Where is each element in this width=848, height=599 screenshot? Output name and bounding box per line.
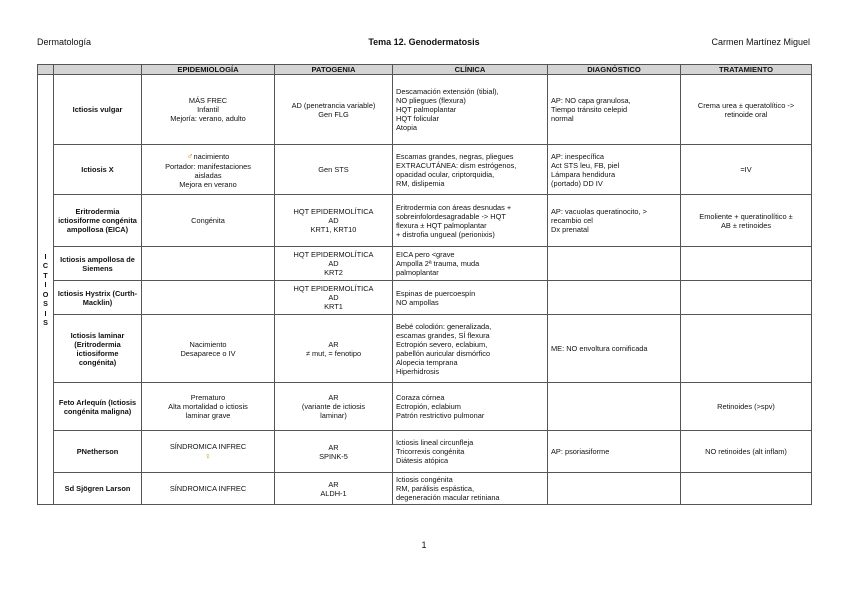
table-row — [38, 247, 812, 281]
cell-line: flexura ± HQT palmoplantar — [396, 220, 487, 230]
diagnostico-cell — [548, 383, 681, 431]
clinica-cell — [393, 145, 548, 195]
cell-line: SÍNDROMICA INFREC — [169, 441, 247, 451]
cell-line: (variante de ictiosis — [301, 402, 366, 412]
epidemiologia-cell — [142, 473, 275, 505]
diagnostico-cell — [548, 281, 681, 315]
diagnostico-cell — [548, 315, 681, 383]
cell-line: Espinas de puercoespín — [396, 288, 476, 298]
tratamiento-cell — [681, 431, 812, 473]
cell-line: AP: vacuolas queratinocito, > — [551, 207, 647, 217]
cell-line: Tiempo tránsito celepid — [551, 105, 628, 115]
cell-line: =IV — [740, 165, 752, 175]
cell-line: Ictiosis congénita — [396, 475, 453, 485]
clinica-cell — [393, 281, 548, 315]
cell-line: Portador: manifestaciones — [165, 161, 251, 171]
diagnostico-cell — [548, 195, 681, 247]
clinica-cell — [393, 473, 548, 505]
disease-name: PNetherson — [54, 431, 142, 473]
cell-line: degeneración macular retiniana — [396, 493, 500, 503]
cell-line: EICA pero <grave — [396, 250, 455, 260]
patogenia-cell — [275, 281, 393, 315]
cell-line: Prematuro — [190, 393, 226, 403]
cell-line: laminar grave — [185, 411, 231, 421]
cell-line: palmoplantar — [396, 268, 439, 278]
col-header-clinica: CLÍNICA — [393, 65, 548, 75]
cell-line: Congénita — [191, 216, 225, 226]
patogenia-cell — [275, 75, 393, 145]
cell-line: AD (penetrancia variable) — [291, 100, 376, 110]
cell-line: AB ± retinoides — [720, 220, 772, 230]
cell-line: Act STS leu, FB, piel — [551, 160, 620, 170]
cell-line: Mejoría: verano, adulto — [170, 114, 246, 124]
tratamiento-cell — [681, 315, 812, 383]
cell-line: ≠ mut, = fenotipo — [305, 348, 362, 358]
cell-line: Hiperhidrosis — [396, 366, 440, 376]
tratamiento-cell — [681, 195, 812, 247]
cell-line: Dx prenatal — [551, 225, 589, 235]
col-header-patogenia: PATOGENIA — [275, 65, 393, 75]
cell-line: AP: psoriasiforme — [551, 447, 610, 457]
cell-line: NO pliegues (flexura) — [396, 96, 466, 106]
cell-line: RM, parálisis espástica, — [396, 484, 475, 494]
cell-line: normal — [551, 114, 574, 124]
cell-line: pabellón auricular dismórfico — [396, 348, 491, 358]
cell-line: (portado) DD IV — [551, 178, 603, 188]
cell-line: MÁS FREC — [188, 96, 228, 106]
cell-line: + distrofia ungueal (perionixis) — [396, 229, 495, 239]
cell-line: Alopecia temprana — [396, 357, 458, 367]
disease-name: Eritrodermia ictiosiforme congénita ampollosa (EICA) — [54, 195, 142, 247]
diagnostico-cell — [548, 247, 681, 281]
tratamiento-cell — [681, 383, 812, 431]
diagnostico-cell — [548, 431, 681, 473]
col-header-tratamiento: TRATAMIENTO — [681, 65, 812, 75]
side-label-letter: C — [42, 261, 49, 271]
cell-line: AP: inespecífica — [551, 151, 604, 161]
cell-line: Desaparece o IV — [180, 348, 236, 358]
cell-line: Bebé colodión: generalizada, — [396, 321, 492, 331]
cell-line: RM, dislipemia — [396, 178, 445, 188]
table-header-row — [38, 65, 812, 75]
table-row — [38, 473, 812, 505]
cell-line: NO ampollas — [396, 297, 439, 307]
cell-line: KRT1, KRT10 — [310, 225, 357, 235]
cell-line: sobreinfolordesagradable -> HQT — [396, 211, 506, 221]
patogenia-cell — [275, 145, 393, 195]
cell-line: ME: NO envoltura cornificada — [551, 344, 648, 354]
genodermatosis-table — [37, 64, 812, 505]
header-subject: Dermatología — [37, 37, 92, 47]
cell-line: AD — [328, 293, 339, 303]
diagnostico-cell — [548, 75, 681, 145]
diagnostico-cell — [548, 473, 681, 505]
epidemiologia-cell — [142, 431, 275, 473]
clinica-cell — [393, 195, 548, 247]
side-label-letter: I — [44, 251, 47, 261]
cell-line: Eritrodermia con áreas desnudas + — [396, 202, 512, 212]
cell-line: Ectropión, eclabium — [396, 402, 461, 412]
col-header-epidemiologia: EPIDEMIOLOGÍA — [142, 65, 275, 75]
table-row — [38, 145, 812, 195]
cell-line: Ectropión severo, eclabium, — [396, 339, 488, 349]
cell-line: Escamas grandes, negras, pliegues — [396, 151, 514, 161]
cell-line: Mejora en verano — [179, 179, 237, 189]
cell-line: Gen STS — [318, 165, 349, 175]
table-row — [38, 431, 812, 473]
patogenia-cell — [275, 431, 393, 473]
cell-line: Descamación extensión (tibial), — [396, 87, 499, 97]
table-row — [38, 315, 812, 383]
cell-line: Coraza córnea — [396, 393, 445, 403]
cell-line: AR — [328, 479, 339, 489]
cell-line: ALDH-1 — [320, 488, 347, 498]
clinica-cell — [393, 315, 548, 383]
side-label-letter: I — [44, 280, 47, 290]
diagnostico-cell — [548, 145, 681, 195]
cell-line: HQT EPIDERMOLÍTICA — [293, 284, 374, 294]
disease-name: Ictiosis laminar (Eritrodermia ictiosiforme congénita) — [54, 315, 142, 383]
cell-line: Atopia — [396, 123, 417, 133]
epidemiologia-cell — [142, 315, 275, 383]
epidemiologia-cell — [142, 281, 275, 315]
clinica-cell — [393, 383, 548, 431]
epidemiologia-cell — [142, 383, 275, 431]
cell-line: AR — [328, 442, 339, 452]
epidemiologia-cell — [142, 145, 275, 195]
patogenia-cell — [275, 195, 393, 247]
cell-line: Patrón restrictivo pulmonar — [396, 411, 485, 421]
cell-line: Infantil — [197, 105, 219, 115]
side-label-letter: T — [43, 270, 48, 280]
cell-line: Ampolla 2ª trauma, muda — [396, 259, 480, 269]
cell-line: Gen FLG — [318, 109, 349, 119]
cell-line: Retinoides (>spv) — [717, 402, 775, 412]
cell-line: HQT folicular — [396, 114, 439, 124]
cell-line: HQT palmoplantar — [396, 105, 457, 115]
disease-name: Sd Sjögren Larson — [54, 473, 142, 505]
cell-line: AR — [328, 393, 339, 403]
cell-line: Tricorrexis congénita — [396, 447, 465, 457]
epidemiologia-cell — [142, 195, 275, 247]
cell-text: nacimiento — [193, 151, 230, 161]
page-number: 1 — [421, 540, 427, 550]
side-label-letter: S — [43, 299, 48, 309]
disease-name: Ictiosis Hystrix (Curth-Macklin) — [54, 281, 142, 315]
table-row — [38, 75, 812, 145]
cell-line: retinoide oral — [724, 109, 768, 119]
male-symbol-icon: ♂ — [186, 150, 194, 161]
patogenia-cell — [275, 383, 393, 431]
patogenia-cell — [275, 315, 393, 383]
header-author: Carmen Martínez Miguel — [711, 37, 810, 47]
cell-line: Crema urea ± queratolítico -> — [697, 100, 795, 110]
cell-line: HQT EPIDERMOLÍTICA — [293, 207, 374, 217]
header-title: Tema 12. Genodermatosis — [368, 37, 480, 47]
cell-line: EXTRACUTÁNEA: dism estrógenos, — [396, 160, 517, 170]
cell-line: NO retinoides (alt inflam) — [705, 447, 787, 457]
disease-name: Feto Arlequín (Ictiosis congénita maligna) — [54, 383, 142, 431]
cell-line: Nacimiento — [189, 339, 227, 349]
side-label-ictiosis — [38, 75, 54, 505]
cell-line: KRT2 — [324, 268, 343, 278]
cell-line: aisladas — [194, 170, 222, 180]
clinica-cell — [393, 247, 548, 281]
disease-name: Ictiosis ampollosa de Siemens — [54, 247, 142, 281]
cell-line: escamas grandes, SÍ flexura — [396, 330, 490, 340]
patogenia-cell — [275, 473, 393, 505]
table-row — [38, 383, 812, 431]
cell-line: Emoliente + queratinolítico ± — [699, 211, 793, 221]
side-label-letter: O — [42, 289, 49, 299]
cell-line: opacidad ocular, criptorquidia, — [396, 169, 495, 179]
col-header-diagnostico: DIAGNÓSTICO — [548, 65, 681, 75]
tratamiento-cell — [681, 281, 812, 315]
cell-line: AD — [328, 259, 339, 269]
cell-line: Lámpara hendidura — [551, 169, 616, 179]
cell-line: KRT1 — [324, 302, 343, 312]
cell-line: AD — [328, 216, 339, 226]
tratamiento-cell — [681, 473, 812, 505]
tratamiento-cell — [681, 247, 812, 281]
cell-line: HQT EPIDERMOLÍTICA — [293, 250, 374, 260]
cell-line: recambio cel — [551, 216, 593, 226]
side-label-letter: S — [43, 318, 48, 328]
table-row — [38, 195, 812, 247]
table-row — [38, 281, 812, 315]
cell-line: Diátesis atópica — [396, 456, 449, 466]
header-blank-cell — [38, 65, 54, 75]
cell-line: AR — [328, 339, 339, 349]
cell-line: SPINK-5 — [319, 451, 348, 461]
epidemiologia-cell — [142, 75, 275, 145]
epidemiologia-cell — [142, 247, 275, 281]
tratamiento-cell — [681, 75, 812, 145]
cell-line: AP: NO capa granulosa, — [551, 96, 631, 106]
cell-line: Alta mortalidad o ictiosis — [168, 402, 248, 412]
cell-line: laminar) — [320, 411, 347, 421]
header-blank-cell — [54, 65, 142, 75]
tratamiento-cell — [681, 145, 812, 195]
patogenia-cell — [275, 247, 393, 281]
cell-line — [145, 151, 271, 162]
side-label-letter: I — [44, 308, 47, 318]
disease-name: Ictiosis vulgar — [54, 75, 142, 145]
disease-name: Ictiosis X — [54, 145, 142, 195]
female-symbol-icon: ♀ — [204, 450, 212, 461]
cell-line: SÍNDROMICA INFREC — [169, 484, 247, 494]
clinica-cell — [393, 75, 548, 145]
clinica-cell — [393, 431, 548, 473]
cell-line: Ictiosis lineal circunfleja — [396, 438, 474, 448]
